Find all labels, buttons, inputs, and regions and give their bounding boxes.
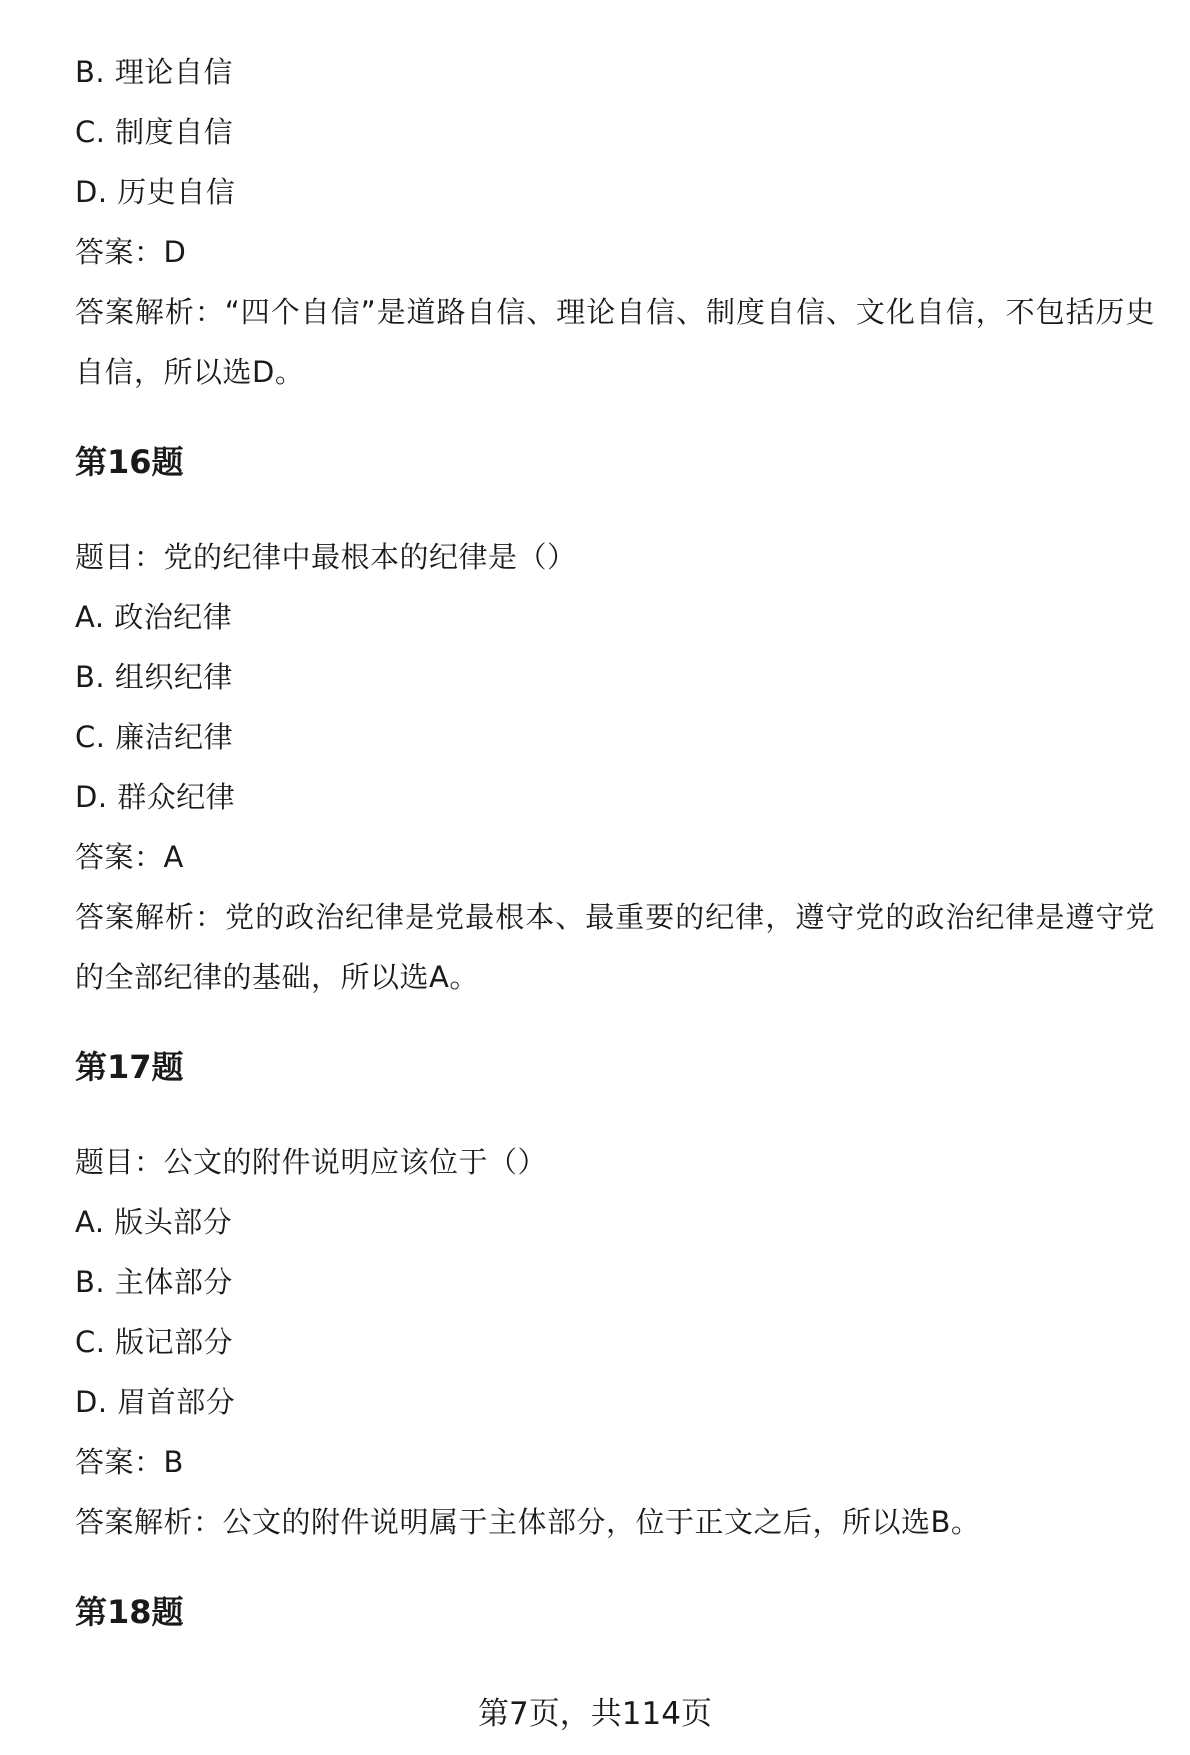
question-text: 题目：公文的附件说明应该位于（） (75, 1145, 548, 1179)
question-text: 题目：党的纪律中最根本的纪律是（） (75, 540, 577, 574)
option-d: D. 群众纪律 (75, 780, 236, 814)
question-heading: 第18题 (75, 1593, 184, 1631)
question-heading: 第17题 (75, 1048, 184, 1086)
answer-explanation: 答案解析：公文的附件说明属于主体部分，位于正文之后，所以选B。 (75, 1505, 981, 1539)
answer-explanation: 答案解析：“四个自信”是道路自信、理论自信、制度自信、文化自信，不包括历史自信，所以选D。 (75, 295, 1155, 389)
option-b: B. 主体部分 (75, 1265, 233, 1299)
option-b: B. 组织纪律 (75, 660, 233, 694)
page-number: 第7页，共114页 (478, 1696, 712, 1732)
option-a: A. 版头部分 (75, 1205, 233, 1239)
answer-explanation: 答案解析：党的政治纪律是党最根本、最重要的纪律，遵守党的政治纪律是遵守党的全部纪律的基础，所以选A。 (75, 900, 1155, 994)
option-c: C. 廉洁纪律 (75, 720, 234, 754)
answer: 答案：B (75, 1445, 184, 1479)
option-c: C. 版记部分 (75, 1325, 234, 1359)
question-heading: 第16题 (75, 443, 184, 481)
answer: 答案：D (75, 235, 187, 269)
option-d: D. 历史自信 (75, 175, 236, 209)
option-d: D. 眉首部分 (75, 1385, 236, 1419)
page-content (75, 42, 1155, 1677)
option-b: B. 理论自信 (75, 55, 233, 89)
answer: 答案：A (75, 840, 184, 874)
option-c: C. 制度自信 (75, 115, 234, 149)
option-a: A. 政治纪律 (75, 600, 233, 634)
